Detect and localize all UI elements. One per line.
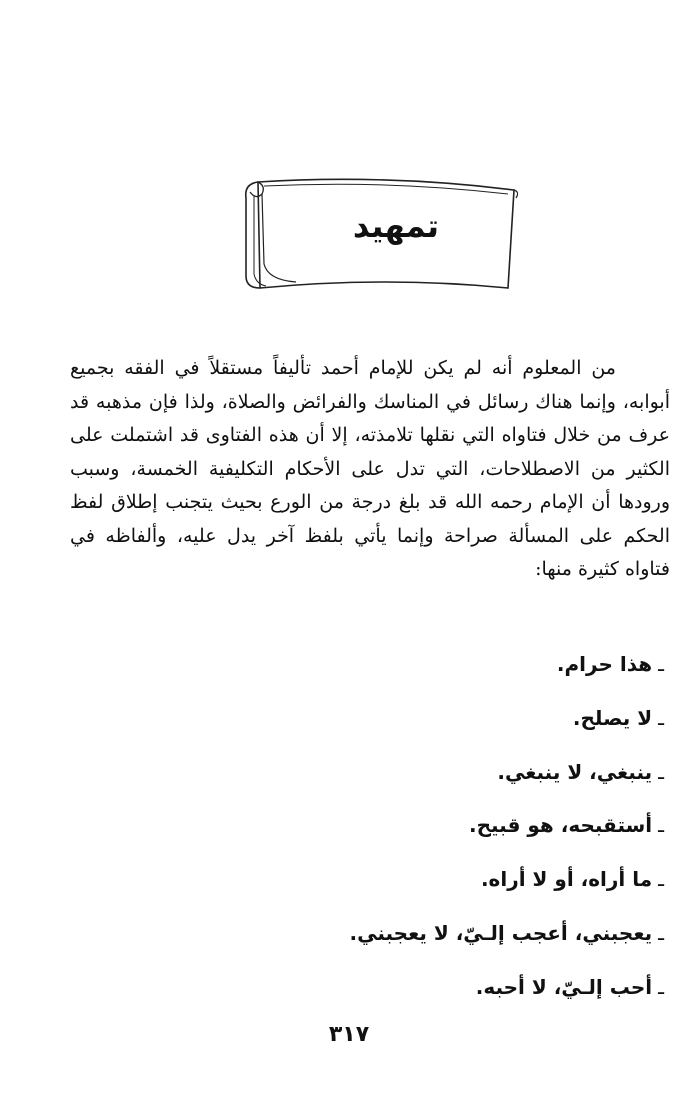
bullet-dash: ـ [658,759,664,784]
term-text: لا يصلح. [572,705,653,730]
bullet-dash: ـ [658,813,664,838]
list-item [64,752,664,806]
list-item [64,805,664,859]
term-text: هذا حرام. [556,652,653,676]
bullet-dash: ـ [658,867,664,892]
list-item [64,967,664,1021]
terms-list [64,644,664,1021]
chapter-banner [236,176,518,294]
bullet-dash: ـ [658,705,664,730]
paragraph-text: من المعلوم أنه لم يكن للإمام أحمد تأليفاً مستقلاً في الفقه بجميع أبوابه، وإنما هناك رسائل في المناسك والفرائض والصلاة، ولذا فإن مذهبه قد عرف من خلال فتاواه التي نقلها تلامذته، إلا أن هذه الفتاوى قد اشتملت على الكثير من الاصطلاحات، التي تدل على الأحكام التكليفية الخمسة، وسبب ورودها أن الإمام رحمه الله قد بلغ درجة من الورع بحيث يتجنب إطلاق لفظ الحكم على المسألة صراحة وإنما يأتي بلفظ آخر يدل عليه، وألفاظه في فتاواه كثيرة منها: [70,357,670,580]
term-text: ما أراه، أو لا أراه. [480,867,653,892]
bullet-dash: ـ [658,920,664,945]
list-item [64,859,664,913]
term-text: أحب إلـيّ، لا أحبه. [475,974,653,999]
term-text: ينبغي، لا ينبغي. [497,759,653,784]
list-item [64,698,664,752]
term-text: أستقبحه، هو قبيح. [468,813,653,838]
list-item [64,644,664,698]
bullet-dash: ـ [658,974,664,999]
page-number: ٣١٧ [328,1022,370,1047]
chapter-title: تمهيد [352,207,440,245]
bullet-dash: ـ [658,652,664,676]
list-item [64,913,664,967]
intro-paragraph [70,352,670,587]
term-text: يعجبني، أعجب إلـيّ، لا يعجبني. [349,920,653,945]
